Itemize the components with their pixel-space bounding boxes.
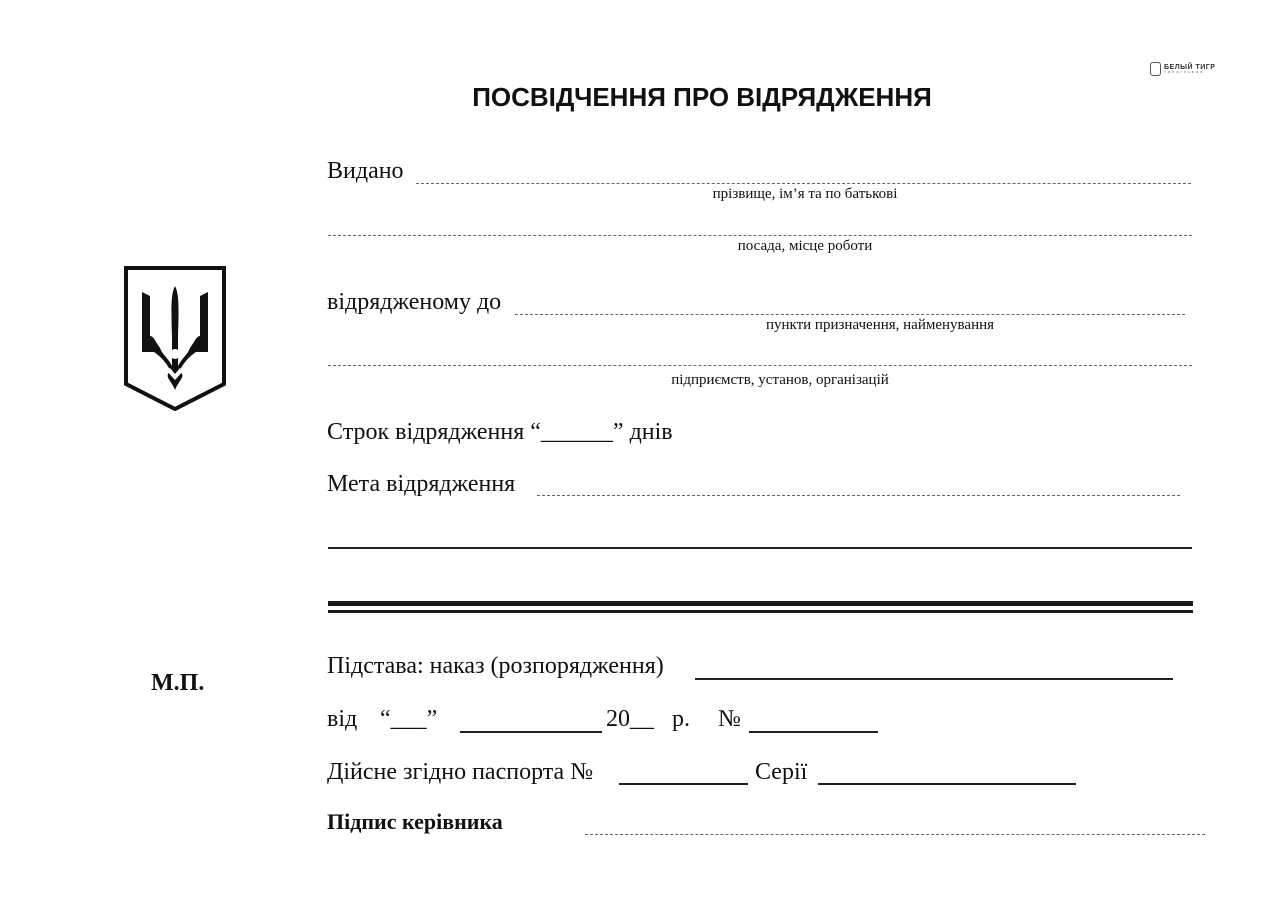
- tiger-logo-icon: [1150, 62, 1161, 76]
- issued-to-field[interactable]: [416, 183, 1191, 184]
- term-open-quote: “: [530, 419, 541, 445]
- issued-to-hint: прізвище, ім’я та по батькові: [712, 186, 898, 202]
- passport-number-field[interactable]: [619, 783, 748, 785]
- purpose-field[interactable]: [537, 495, 1180, 496]
- number-sign: №: [718, 706, 741, 732]
- passport-label: Дійсне згідно паспорта №: [327, 759, 594, 785]
- purpose-label: Мета відрядження: [327, 471, 516, 497]
- term-suffix: днів: [629, 419, 673, 445]
- sent-to-hint: пункти призначення, найменування: [765, 317, 995, 333]
- publisher-logo: [1150, 60, 1222, 78]
- organizations-hint: підприємств, установ, організацій: [671, 372, 889, 388]
- date-month-field[interactable]: [460, 731, 602, 733]
- sent-to-label: відрядженому до: [327, 289, 502, 315]
- term-days-field[interactable]: ______: [540, 419, 613, 445]
- date-day-field[interactable]: “___”: [380, 706, 438, 732]
- separator-thin: [328, 610, 1193, 613]
- publisher-subtitle: ТИПОГРАФИЯ: [1164, 70, 1205, 74]
- order-number-field[interactable]: [749, 731, 878, 733]
- date-year-suffix: р.: [672, 706, 690, 732]
- basis-label: Підстава: наказ (розпорядження): [327, 653, 664, 679]
- term-row: [327, 419, 673, 446]
- term-label: Строк відрядження: [327, 419, 525, 445]
- purpose-field-continuation[interactable]: [328, 547, 1192, 549]
- basis-field[interactable]: [695, 678, 1173, 680]
- separator-thick: [328, 601, 1193, 606]
- passport-series-label: Серії: [755, 759, 808, 785]
- sent-to-field[interactable]: [515, 314, 1185, 315]
- position-hint: посада, місце роботи: [737, 238, 873, 254]
- signature-field[interactable]: [585, 834, 1205, 835]
- signature-label: Підпис керівника: [327, 809, 503, 834]
- date-label: від: [327, 706, 358, 732]
- term-close-quote: ”: [612, 419, 624, 445]
- date-year-field[interactable]: 20__: [606, 706, 654, 732]
- organizations-field[interactable]: [328, 365, 1192, 366]
- stamp-placeholder: М.П.: [151, 670, 205, 696]
- passport-series-field[interactable]: [818, 783, 1076, 785]
- document-title: ПОСВІДЧЕННЯ ПРО ВІДРЯДЖЕННЯ: [472, 82, 932, 112]
- trident-coat-of-arms-icon: [124, 266, 226, 411]
- position-field[interactable]: [328, 235, 1192, 236]
- issued-to-label: Видано: [327, 158, 404, 184]
- publisher-name: БЕЛЫЙ ТИГР: [1164, 64, 1216, 71]
